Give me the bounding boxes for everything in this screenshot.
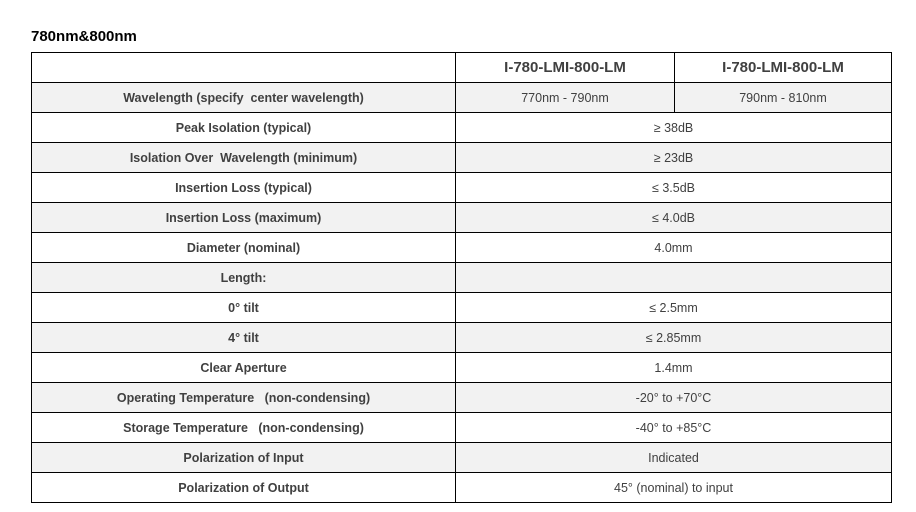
row-label: 4° tilt [32, 323, 456, 353]
row-label: Insertion Loss (typical) [32, 173, 456, 203]
header-model-b: I-780-LMI-800-LM [675, 53, 892, 83]
row-value: ≤ 2.5mm [456, 293, 892, 323]
header-empty-cell [32, 53, 456, 83]
table-row [32, 353, 892, 383]
table-row [32, 473, 892, 503]
table-header-row [32, 53, 892, 83]
table-row [32, 293, 892, 323]
row-label: Wavelength (specify center wavelength) [32, 83, 456, 113]
row-value: Indicated [456, 443, 892, 473]
spec-table [31, 52, 892, 503]
table-row [32, 443, 892, 473]
row-value: 4.0mm [456, 233, 892, 263]
table-row [32, 263, 892, 293]
table-row [32, 383, 892, 413]
page-title: 780nm&800nm [31, 28, 137, 45]
row-value-b: 790nm - 810nm [675, 83, 892, 113]
row-label: 0° tilt [32, 293, 456, 323]
row-value [456, 263, 892, 293]
row-label: Peak Isolation (typical) [32, 113, 456, 143]
row-value: ≥ 38dB [456, 113, 892, 143]
row-label: Insertion Loss (maximum) [32, 203, 456, 233]
table-row [32, 173, 892, 203]
table-row [32, 203, 892, 233]
row-value: ≤ 3.5dB [456, 173, 892, 203]
table-row [32, 83, 892, 113]
row-value: 45° (nominal) to input [456, 473, 892, 503]
row-label: Clear Aperture [32, 353, 456, 383]
table-row [32, 413, 892, 443]
table-row [32, 323, 892, 353]
row-value: -20° to +70°C [456, 383, 892, 413]
table-row [32, 143, 892, 173]
row-label: Polarization of Output [32, 473, 456, 503]
row-label: Storage Temperature (non-condensing) [32, 413, 456, 443]
row-label: Operating Temperature (non-condensing) [32, 383, 456, 413]
header-model-a: I-780-LMI-800-LM [456, 53, 675, 83]
table-row [32, 233, 892, 263]
row-value-a: 770nm - 790nm [456, 83, 675, 113]
row-value: 1.4mm [456, 353, 892, 383]
row-value: -40° to +85°C [456, 413, 892, 443]
row-value: ≤ 4.0dB [456, 203, 892, 233]
row-value: ≤ 2.85mm [456, 323, 892, 353]
row-label: Diameter (nominal) [32, 233, 456, 263]
row-label: Length: [32, 263, 456, 293]
row-label: Isolation Over Wavelength (minimum) [32, 143, 456, 173]
row-value: ≥ 23dB [456, 143, 892, 173]
table-row [32, 113, 892, 143]
row-label: Polarization of Input [32, 443, 456, 473]
